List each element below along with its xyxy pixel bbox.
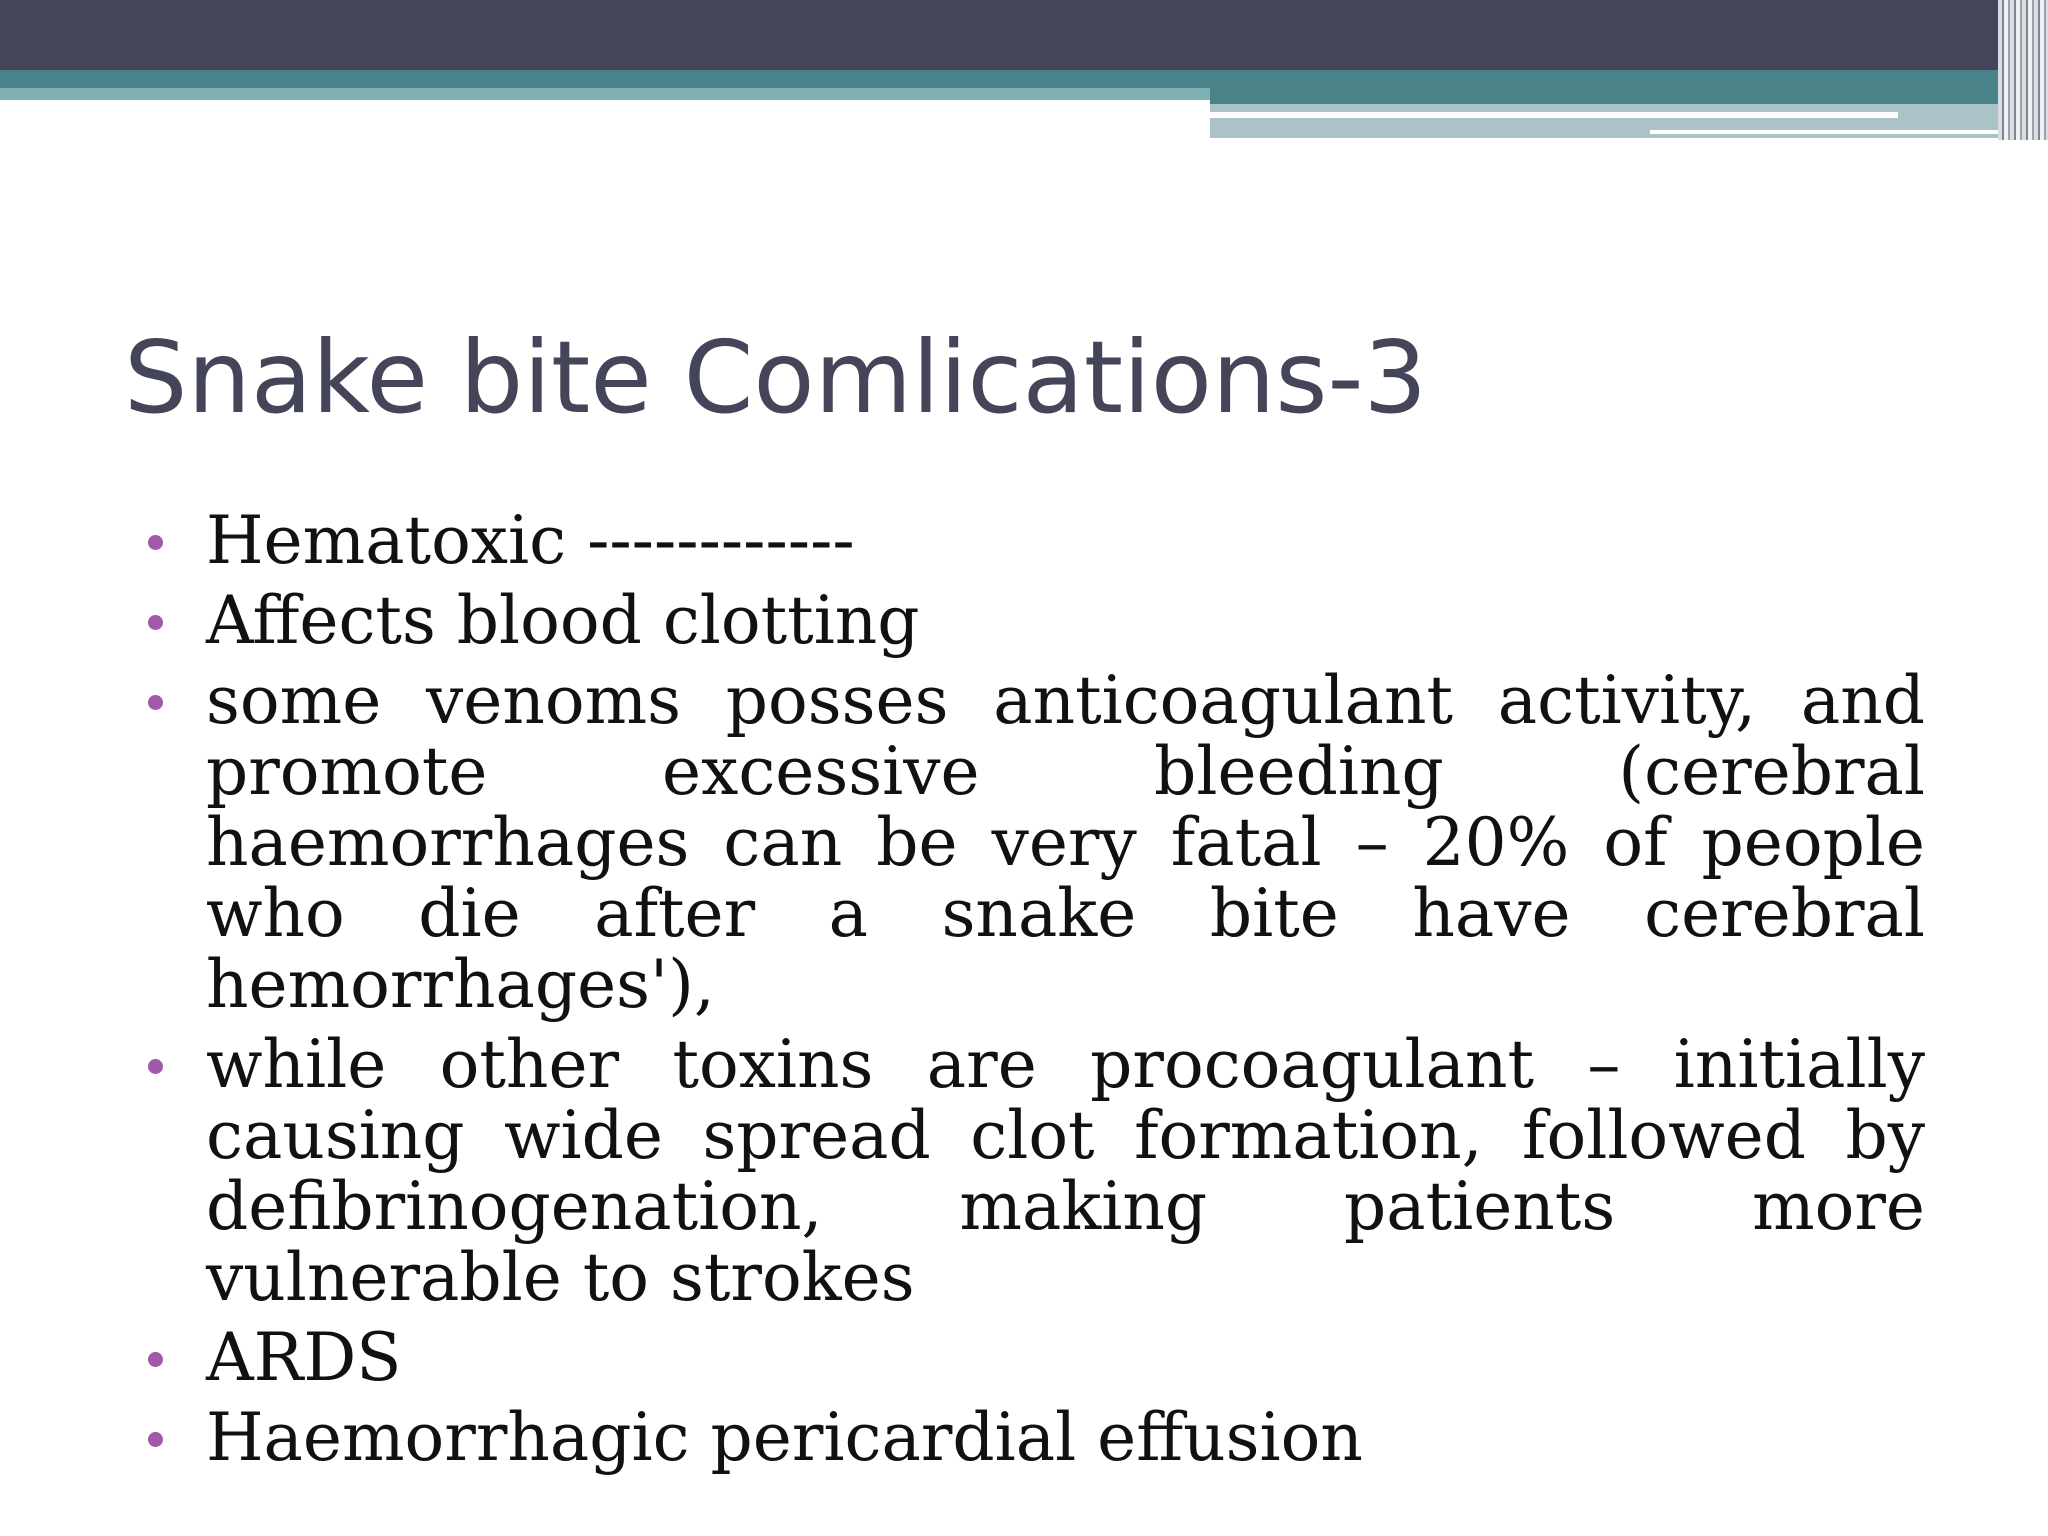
header-vertical-lines [1998, 0, 2048, 140]
header-stripe [1210, 112, 1898, 118]
bullet-text: Hematoxic ------------ [206, 502, 855, 579]
header-stripe-secondary [1650, 130, 2048, 134]
bullet-text: while other toxins are procoagulant – initially causing wide spread clot formation, followed by defibrinogenation, making patients more vulnerable to strokes [206, 1026, 1925, 1316]
header-bar-teal-right [1210, 70, 2048, 104]
slide-title: Snake bite Comlications-3 [124, 319, 1428, 436]
bullet-text: some venoms posses anticoagulant activity, and promote excessive bleeding (cerebral haemorrhages can be very fatal – 20% of people who die after a snake bite have cerebral hemorrhages'), [206, 662, 1925, 1023]
bullet-item [140, 502, 1925, 579]
bullet-dot-icon [148, 1352, 163, 1367]
header-bar-teal [0, 70, 1210, 88]
bullet-text: Haemorrhagic pericardial effusion [206, 1399, 1363, 1476]
bullet-item [140, 1319, 1925, 1396]
bullet-dot-icon [148, 1059, 163, 1074]
bullet-dot-icon [148, 535, 163, 550]
bullet-item [140, 662, 1925, 1023]
header-bar-dark [0, 0, 2048, 70]
bullet-dot-icon [148, 695, 163, 710]
bullet-dot-icon [148, 1432, 163, 1447]
bullet-dot-icon [148, 615, 163, 630]
header-bar-teal-line [0, 88, 1210, 100]
bullet-item [140, 1399, 1925, 1476]
bullet-item [140, 1026, 1925, 1316]
bullet-list [140, 502, 1925, 1482]
bullet-item [140, 582, 1925, 659]
bullet-text: ARDS [206, 1319, 402, 1396]
bullet-text: Affects blood clotting [206, 582, 920, 659]
